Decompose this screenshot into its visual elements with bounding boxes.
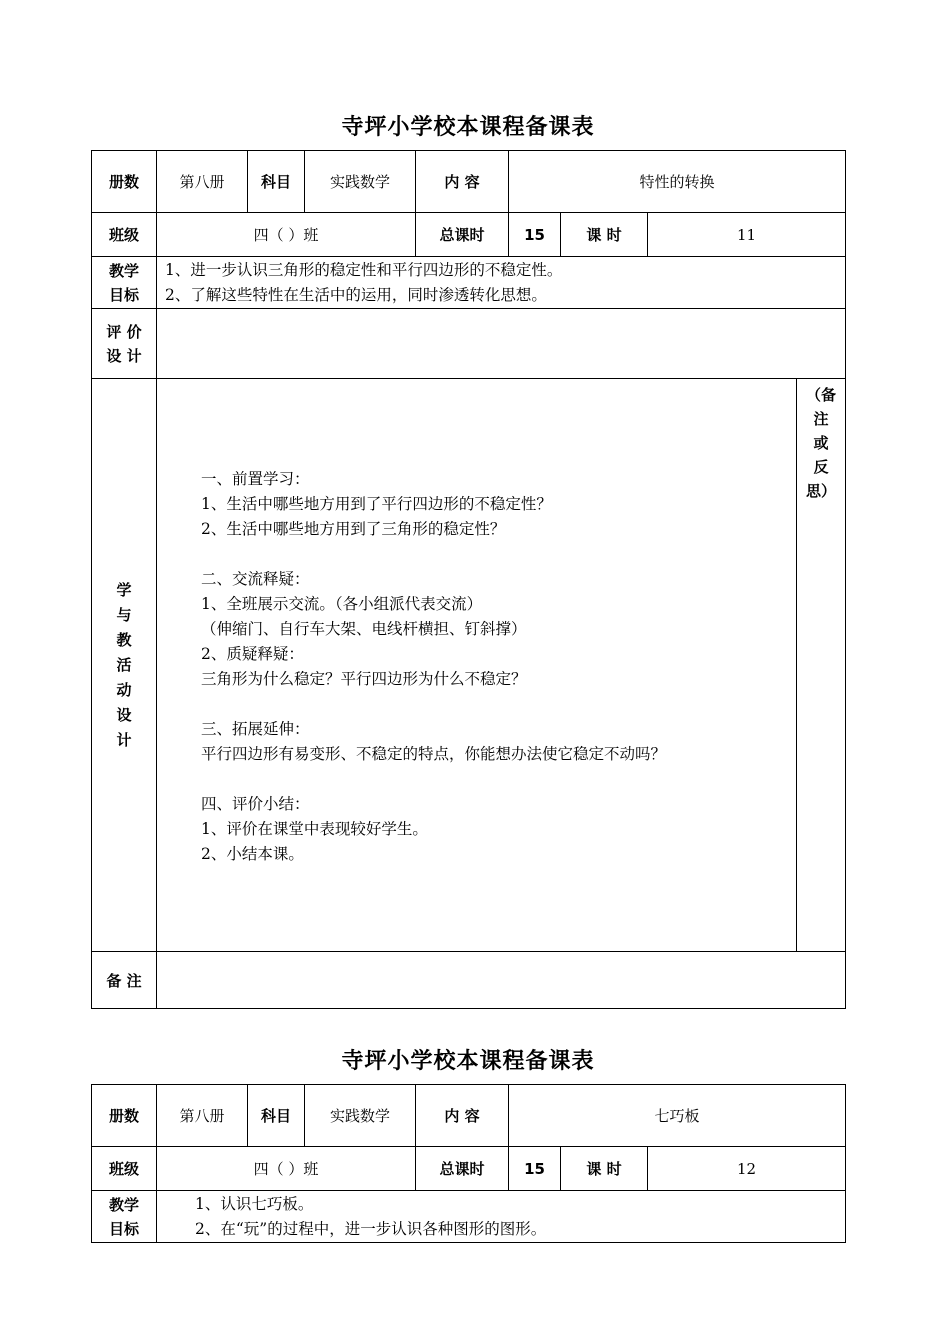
activity-content	[157, 379, 797, 952]
goals	[157, 257, 846, 309]
lesson-value: 11	[648, 213, 846, 257]
goal-item: 2、了解这些特性在生活中的运用，同时渗透转化思想。	[165, 285, 547, 304]
subject-label: 科目	[248, 1085, 305, 1147]
activity-line: 1、评价在课堂中表现较好学生。	[201, 820, 428, 838]
activity-line: 四、评价小结：	[201, 795, 310, 813]
activity-label: 学 与 教 活 动 设 计	[92, 379, 157, 952]
eval-content	[157, 309, 846, 379]
activity-line: 三、拓展延伸：	[201, 720, 310, 738]
content-value: 特性的转换	[509, 151, 846, 213]
notes-column: （备 注 或 反 思）	[797, 379, 846, 952]
activity-line: 1、生活中哪些地方用到了平行四边形的不稳定性？	[201, 495, 552, 513]
activity-line: 平行四边形有易变形、不稳定的特点，你能想办法使它稳定不动吗？	[201, 745, 667, 763]
activity-line: 三角形为什么稳定？平行四边形为什么不稳定？	[201, 670, 527, 688]
subject-label: 科目	[248, 151, 305, 213]
page-title: 寺坪小学校本课程备课表	[341, 1048, 595, 1074]
content-value: 七巧板	[509, 1085, 846, 1147]
content-label: 内 容	[416, 1085, 509, 1147]
activity-line	[201, 767, 796, 792]
class-label: 班级	[92, 1147, 157, 1191]
volume-label: 册数	[92, 1085, 157, 1147]
total-hours-label: 总课时	[416, 213, 509, 257]
activity-line: 2、小结本课。	[201, 845, 304, 863]
class-label: 班级	[92, 213, 157, 257]
total-hours-value: 15	[509, 213, 561, 257]
activity-line: 2、生活中哪些地方用到了三角形的稳定性？	[201, 520, 506, 538]
volume-value: 第八册	[157, 151, 248, 213]
activity-line: 二、交流释疑：	[201, 570, 310, 588]
goal-item: 2、在“玩”的过程中，进一步认识各种图形的图形。	[195, 1219, 547, 1238]
volume-label: 册数	[92, 151, 157, 213]
class-value: 四（ ）班	[157, 1147, 416, 1191]
lesson-value: 12	[648, 1147, 846, 1191]
page-title: 寺坪小学校本课程备课表	[341, 114, 595, 140]
lesson-plan-table	[91, 1084, 846, 1243]
lesson-label: 课 时	[561, 213, 648, 257]
total-hours-value: 15	[509, 1147, 561, 1191]
total-hours-label: 总课时	[416, 1147, 509, 1191]
activity-line: （伸缩门、自行车大架、电线杆横担、钉斜撑）	[201, 620, 527, 638]
goal-item: 1、进一步认识三角形的稳定性和平行四边形的不稳定性。	[165, 260, 563, 279]
subject-value: 实践数学	[305, 1085, 416, 1147]
activity-line: 一、前置学习：	[201, 470, 310, 488]
activity-line	[201, 542, 796, 567]
goal-label: 教学 目标	[92, 257, 157, 309]
remark-content	[157, 952, 846, 1009]
remark-label: 备 注	[92, 952, 157, 1009]
lesson-label: 课 时	[561, 1147, 648, 1191]
goals	[157, 1191, 846, 1243]
goal-item: 1、认识七巧板。	[195, 1194, 314, 1213]
activity-line	[201, 692, 796, 717]
goal-label: 教学 目标	[92, 1191, 157, 1243]
lesson-plan-table	[91, 150, 846, 1009]
eval-label: 评 价 设 计	[92, 309, 157, 379]
class-value: 四（ ）班	[157, 213, 416, 257]
activity-line: 1、全班展示交流。（各小组派代表交流）	[201, 595, 483, 613]
activity-line: 2、质疑释疑：	[201, 645, 304, 663]
volume-value: 第八册	[157, 1085, 248, 1147]
subject-value: 实践数学	[305, 151, 416, 213]
content-label: 内 容	[416, 151, 509, 213]
